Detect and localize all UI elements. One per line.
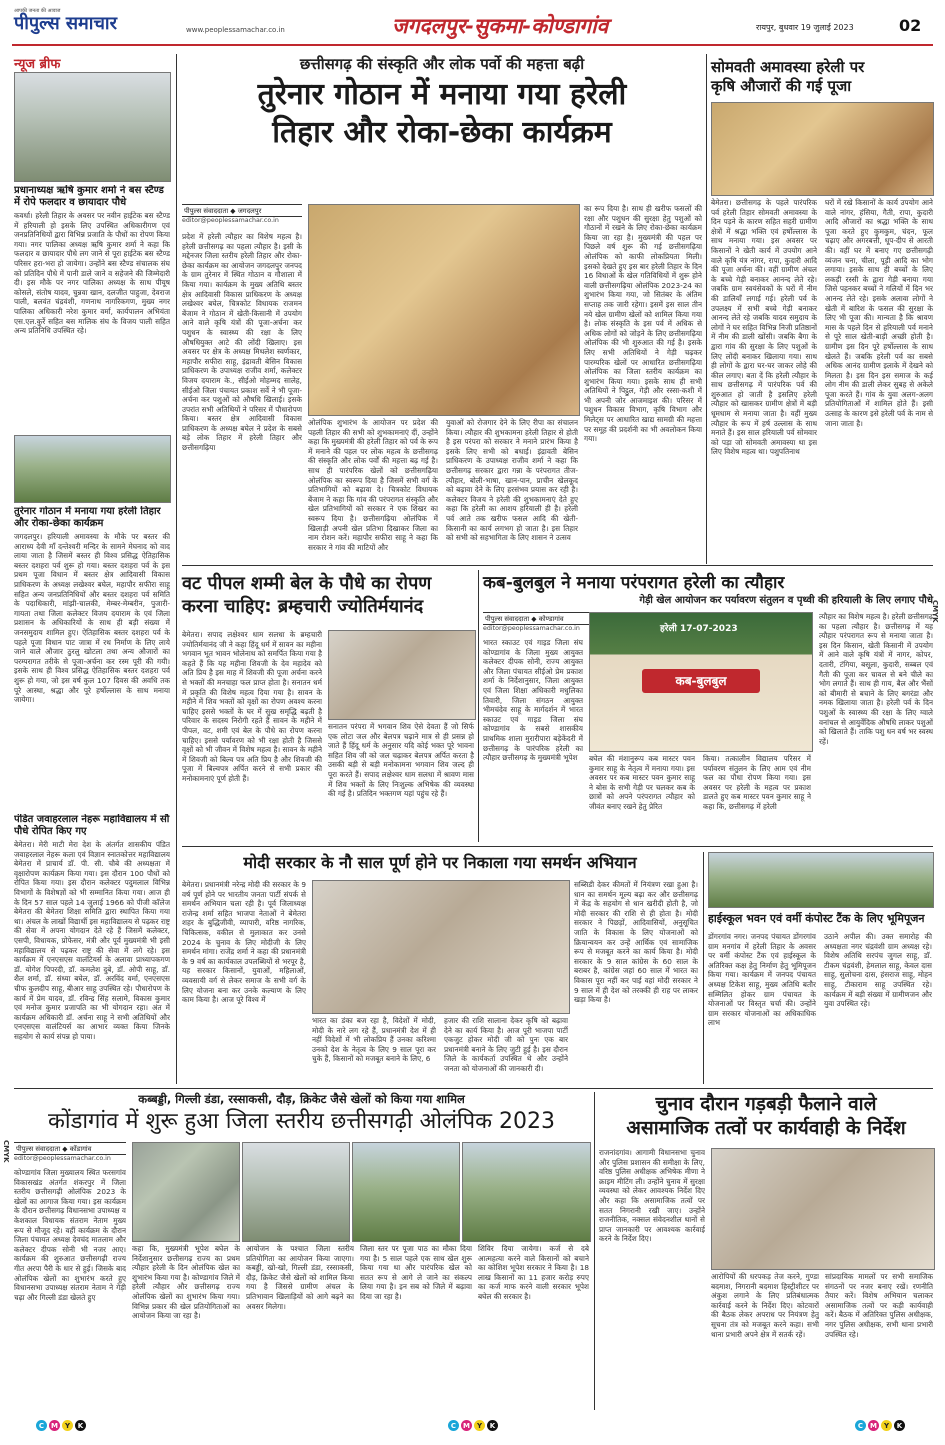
modi-col1: बेमेतरा। प्रधानमंत्री नरेन्द्र मोदी की सरकार के 9 वर्ष पूर्ण होने पर भारतीय जनता पार्टी संपर्क से समर्थन अभियान चला रही है। पूर्व जिलाध्यक्ष राजेन्द्र शर्मा सहित भाजपा नेताओं ने बेमेतरा शहर के बुद्धिजीवी, व्यापारी, वरिष्ठ नागरिक, चिकित्सक, वकील से मुलाकात कर उनसे 2024 के चुनाव के लिए मोदीजी के लिए समर्थन मांगा। राजेंद्र शर्मा ने कहा की प्रधानमंत्री के 9 वर्ष का कार्यकाल उपलब्धियों से भरपूर है, यह सरकार किसानों, युवाओं, महिलाओं, व्यवसायी वर्ग से लेकर समाज के सभी वर्ग के लिए योजना बना कर उनके कल्याण के लिए काम किया है। आज पूरे विश्व में [182,880,306,1005]
vat-peepal-photo [328,630,476,720]
brief-story3-headline: पंडित जवाहरलाल नेहरू महाविद्यालय में सौ पौधे रोपित किए गए [14,814,170,837]
main-story-col1: प्रदेश में हरेली त्यौहार का विशेष महत्व है। हरेली छत्तीसगढ़ का पहला त्यौहार है। इसी के मद्देनजर जिला स्तरीय हरेली तिहार और रोका-छेका कार्यक्रम का आयोजन जगदलपुर जनपद के ग्राम तुरेनार में स्थित गोठान व गौशाला में किया गया। कार्यक्रम के मुख्य अतिथि बस्तर क्षेत्र आदिवासी विकास प्राधिकरण के अध्यक्ष लखेश्वर बघेल, चित्रकोट विधायक राजमन बेंजाम ने गोठान में खेती-किसानी में उपयोग आने वाले कृषि यंत्रों की पूजा-अर्चना कर पशुधन के स्वास्थ्य की रक्षा के लिए औषधियुक्त आटे की लोंदी खिलाए। इस अवसर पर क्षेत्र के अध्यक्ष मिथलेश स्वर्णकार, महापौर सफीरा साहू, इंद्रावती बेसिन विकास प्राधिकरण के उपाध्यक्ष राजीव शर्मा, कलेक्टर विजय दयाराम के., सीईओ मोहम्मद सालेह, सीईओ जिला पंचायत प्रकाश सर्वे ने भी पूजा-अर्चना कर पशुओं को औषधि खिलाई। इसके उपरांत सभी अतिथियों ने परिसर में पौधारोपण किया। बस्तर क्षेत्र आदिवासी विकास प्राधिकरण के अध्यक्ष बघेल ने प्रदेश के सबसे बड़े लोक तिहार में हरेली तिहार और छत्तीसगढ़िया [182,232,302,453]
modi-story [182,852,698,1084]
kab-bulbul-byline: पीपुल्स संवाददाता ◆ कोण्डागांव editor@peoplessamachar.co.in [483,612,623,632]
byline-place: जगदलपुर [237,207,262,215]
side-cmyk-label-left: CMYK [2,1140,10,1163]
byline-reporter: पीपुल्स संवाददाता [184,207,229,215]
olympic-photo-4 [462,1142,591,1242]
kab-bulbul-story [483,572,933,844]
hostel-photo [708,852,934,908]
kab-bulbul-photo [589,612,813,752]
olympic-col2: कहा कि, मुख्यमंत्री भूपेश बघेल के निर्देशानुसार छत्तीसगढ़ राज्य का प्रथम त्यौहार हरेली के दिन ओलंपिक खेल का शुभारंभ किया गया है। कोण्डागांव जिले में हरेली त्यौहार और छत्तीसगढ़ राज्य ओलंपिक खेलों का शुभारंभ किया गया। विभिन्न प्रकार की खेल प्रतियोगिताओं का आयोजन किया जा रहा है। [132,1244,240,1321]
vat-peepal-col2: सनातन परंपरा में भगवान शिव ऐसे देवता हैं जो सिर्फ एक लोटा जल और बेलपत्र चढ़ाने मात्र से ही प्रसन्न हो जाते हैं हिंदू धर्म के अनुसार यदि कोई भक्त पूरे भावना सहित शिव जी को जल चढ़ाकर बेलपत्र अर्पित करता है उसकी बड़ी से बड़ी मनोकामना भगवान शिव जल्द ही पूरा करते हैं। सपाद लक्षेश्वर धाम सलधा में श्रावण मास में शिव भक्तों के लिए निःशुल्क अभिषेक की व्यवस्था की गई है। प्रतिदिन भक्तगण यहां पहुंच रहे हैं। [328,722,474,799]
masthead-rule [12,44,933,46]
cmyk-dot-y: Y [474,1420,485,1431]
main-story [182,54,702,554]
olympic-photo-2 [242,1142,350,1242]
brief-story3-body: बेमेतरा। मेरी माटी मेरा देश के अंतर्गत शासकीय पंडित जवाहरलाल नेहरू कला एवं विज्ञान स्नातकोत्तर महाविद्यालय बेमेतरा में प्राचार्य डॉ. पी. सी. चौबे की अध्यक्षता में वृक्षारोपण कार्यक्रम किया गया। इस दौरान 100 पौधों को रोपित किया गया। इस दौरान कलेक्टर पदुमलाल विभिन्न विभागों के विशेषज्ञों को भी सम्मानित किया गया। आज ही के दिन 57 साल पहले 14 जुलाई 1966 को पीजी कॉलेज बेमेतरा की बेमेतरा शिक्षा समिति द्वारा स्थापित किया गया था। अंचल के लाखों विद्यार्थी इस महाविद्यालय से पढ़कर राष्ट्र की सेवा में अपना योगदान देते रहे हैं जिसमें कलेक्टर, एसपी, विधायक, प्रोफेसर, मंत्री और पूर्व मुख्यमंत्री भी इसी महाविद्यालय से पढ़कर राष्ट्र की सेवा में लगे रहे। इस कार्यक्रम में एनएसएस वालंटियर्स के अलावा प्राध्यापकगण डॉ. योगेश पिपरदी, डॉ. कमलेश दुबे, डॉ. ओपी साहू, डॉ. शैल शर्मा, डॉ. संध्या बघेल, डॉ. अरविंद वर्मा, एनएसएस चीफ कुलदीप साहू, बीआर साहू उपस्थित रहे। पौधारोपण के कार्य में प्रेम यादव, डॉ. रविन्द्र सिंह सलामे, विकास कुमार एवं मनोज कुमार प्रजापति का भी योगदान रहा। अंत में कार्यक्रम अधिकारी डॉ. अर्चना साहू ने सभी अतिथियों और एनएसएस वालंटियर्स का आभार व्यक्त किया जिनके सहयोग से कार्य संपन्न हो पाया। [14,840,170,1041]
modi-headline: मोदी सरकार के नौ साल पूर्ण होने पर निकाला गया समर्थन अभियान [243,853,637,872]
cmyk-dot-c: C [855,1420,866,1431]
cmyk-dot-y: Y [62,1420,73,1431]
olympic-col5: शिविर दिया जायेगा। कर्ज से दबे आत्महत्या करने वाले किसानों को बचाने का कोशिश भूपेश सरकार ने किया है। 18 लाख किसानों का 11 हजार करोड़ रुपए का कर्ज माफ करने वाली सरकार भूपेश बघेल की सरकार है। [478,1244,589,1301]
kab-bulbul-col1: भारत स्काउट एवं गाइड जिला संघ कोण्डागांव के जिला मुख्य आयुक्त कलेक्टर दीपक सोनी, राज्य आयुक्त और जिला पंचायत सीईओ प्रेम प्रकाश शर्मा के निर्देशानुसार, जिला आयुक्त एवं जिला शिक्षा अधिकारी मधुलिका तिवारी, जिला संगठन आयुक्त भीमचंदेव साहू के मार्गदर्शन में भारत स्काउट एवं गाइड जिला संघ कोण्डागांव के सबसे शासकीय प्राथमिक शाला मुरारीपारा बड़ेकेंदरी में छत्तीसगढ़ के पारंपरिक हरेली का त्यौहार छत्तीसगढ़ के मुख्यमंत्री भूपेश [483,638,583,763]
kab-byline-reporter: पीपुल्स संवाददाता [485,615,530,623]
modi-col4: सब्सिडी देकर कीमतों में नियंत्रण रखा हुआ है। धान का समर्थन मूल्य बढ़ा कर और छत्तीसगढ़ में केंद्र के सहयोग से धान खरीदी होती है, जो मोदी सरकार की राशि से ही होता है। मोदी सरकार ने पिछड़ों, आदिवासियों, अनुसूचित जाति के विकास के लिए योजनाओं को क्रियान्वयन कर उन्हें आर्थिक एवं सामाजिक रूप से मजबूत करने का कार्य किया है। मोदी सरकार के 9 साल कांग्रेस के 60 साल के बराबर है, कांग्रेस जहां 60 साल में भारत का विकास पूरा नहीं कर पाई वहां मोदी सरकार ने 9 साल में ही देश को तरक्की ही राह पर लाकर खड़ा किया है। [574,880,698,1005]
section-divider-2 [182,846,933,847]
cmyk-dot-y: Y [881,1420,892,1431]
column-divider-election [594,1092,595,1410]
somvati-headline-line2: कृषि औजारों की गई पूजा [711,77,852,95]
paper-logo[interactable] [14,8,179,36]
election-col1: राजनांदगांव। आगामी विधानसभा चुनाव और पुलिस प्रशासन की समीक्षा के लिए, वरिष्ठ पुलिस अधीक्षक अभिषेक मीणा ने क्राइम मीटिंग ली। उन्होंने चुनाव में सुरक्षा व्यवस्था को लेकर आवश्यक निर्देश दिए और कहा कि असामाजिक तत्वों पर सतत निगरानी रखी जाए। उन्होंने राजनीतिक, नक्सल संवेदनशील थानों से प्राप्त जानकारी पर आवश्यक कार्रवाई करने के निर्देश दिए। [599,1148,705,1244]
cmyk-dot-m: M [49,1420,60,1431]
modi-col2: भारत का डंका बज रहा है, विदेशों में मोदी, मोदी के नारे लग रहे हैं, प्रधानमंत्री देश में ही नहीं विदेशों में भी लोकप्रिय हैं उनका करिश्मा उनको देश के नेतृत्व के लिए 9 साल पूरा कर चुके हैं, किसानों को मजबूत बनाने के लिए, 6 [312,1016,436,1064]
photo-board: हरेली 17-07-2023 [660,624,738,634]
olympic-byline-place: कोंडागांव [69,1145,92,1153]
olympic-kicker: कब्बड्डी, गिल्ली डंडा, रस्साकसी, दौड़, क्रिकेट जैसे खेलों को किया गया शामिल [138,1092,465,1106]
kab-byline-place: कोण्डागांव [538,615,564,623]
olympic-byline: पीपुल्स संवाददाता ◆ कोंडागांव editor@peoplessamachar.co.in [14,1142,126,1162]
kab-bulbul-subhead: गेड़ी खेल आयोजन कर पर्यावरण संतुलन व पृथ्वी की हरियाली के लिए लगाए पौधे [639,595,933,606]
olympic-story [14,1092,589,1410]
hostel-col1: डोंगरगांव नगर। जनपद पंचायत डोंगरगांव ग्राम मनगांव में हरेली तिहार के अवसर पर वर्मी कंपोस्ट टैंक एवं हाईस्कूल के अतिरिक्त कक्ष हेतु निर्माण हेतु भूमिपूजन किया गया। कार्यक्रम में जनपद पंचायत अध्यक्ष टिकेश साहू, मुख्य अतिथि बतौर सम्मिलित होकर ग्राम पंचायत के योजनाओं पर विस्तृत चर्चा की। उन्होंने ग्राम सरकार योजनाओं का अधिकाधिक लाभ [708,932,816,1028]
main-story-headline-line2: तिहार और रोका-छेका कार्यक्रम [272,115,612,150]
hostel-headline: हाईस्कूल भवन एवं वर्मी कंपोस्ट टैंक के लिए भूमिपूजन [708,912,925,925]
footer-cmyk-right [855,1420,905,1431]
somvati-photo [711,102,934,196]
kab-bulbul-col4: त्यौहार का विशेष महत्व है। हरेली छत्तीसगढ़ का पहला त्यौहार है। छत्तीसगढ़ में यह त्यौहार परंपरागत रूप से मनाया जाता है। इस दिन किसान, खेती किसानी में उपयोग में आने वाले कृषि यंत्रों में नागर, कोपर, दतारी, टंगिया, बसूला, कुदारी, सब्बल एवं गैती की पूजा कर चावल से बने चीले का भोग लगाते हैं। साथ ही गाय, बैल और भैंसों को बीमारी से बचाने के लिए बगरंडा और नमक खिलाया जाता है। हरेली पर्व के दिन पशुओं के स्वास्थ्य की रक्षा के लिए ग्वाले वनांचल से आयुर्वेदिक औषधि लाकर पशुओं को खिलाते हैं। ताकि पशु धन वर्ष भर स्वस्थ रहें। [819,612,933,746]
column-divider-right [706,54,707,564]
main-story-byline: पीपुल्स संवाददाता ◆ जगदलपुर editor@peoplessamachar.co.in [182,204,302,224]
masthead [0,0,945,46]
somvati-story [711,58,933,558]
column-divider-left [176,54,177,1084]
election-story [599,1092,933,1410]
dateline: रायपुर, बुधवार 19 जुलाई 2023 [756,23,854,32]
hostel-col2: उठाने अपील की। उक्त समारोह की अध्यक्षता नगर चंद्रवंशी ग्राम अध्यक्ष रहे। विशेष अतिथि सरपंच जुगल साहू, डॉ. टीकम चंद्रवंशी, हेमलाल साहू, केवल दास साहू, सुलोचना दास, हंसराज साहू, मोहन साहू, टीकाराम साहू उपस्थित रहे। कार्यक्रम में बड़ी संख्या में ग्रामीणजन और युवा उपस्थित रहे। [824,932,932,1009]
olympic-photo-3 [352,1142,460,1242]
olympic-photo-1 [132,1142,240,1242]
section-divider-3 [14,1088,933,1089]
edition-title: जगदलपुर-सुकमा-कोण्डागांव [392,14,609,38]
kab-bulbul-col3: किया। तत्कालीन विद्यालय परिसर में पर्यावरण संतुलन के लिए आम एवं नीम फल का पौधा रोपण किया गया। इस अवसर पर हरेली के महत्व पर प्रकाश डालते हुए कब मास्टर पवन कुमार साहू ने कहा कि, छत्तीसगढ़ में हरेली [703,754,811,811]
main-story-photo [308,204,580,416]
bus-stand-photo [14,72,171,182]
main-story-col3: युवाओं को रोजगार देने के लिए रीपा का संचालन किया। त्यौहार की शुभकामना हरेली तिहार से होती है इस परंपरा को सरकार ने मनाने प्रारंभ किया है इसके लिए सभी को बधाई। इंद्रावती बेसिन प्राधिकरण के उपाध्यक्ष राजीव शर्मा ने कहा कि छत्तीसगढ़ सरकार द्वारा गन्ना के परंपरागत तीज-त्यौहार, बोली-भाषा, खान-पान, प्राचीन खेलकूद को बढ़ावा देने के लिए हरसंभव प्रयास कर रही है। कलेक्टर विजय ने हरेली की शुभकामनाएं देते हुए कहा कि हरेली का आशय हरियाली ही है। हरेली पर्व आते तक खरीफ फसल आदि की खेती-किसानी का कार्य लगभग हो जाता है। इस तिहार को सभी को सहभागिता के लिए शासन ने उत्सव [446,418,578,543]
election-headline-line1: चुनाव दौरान गड़बड़ी फैलाने वाले [655,1093,877,1115]
vat-peepal-story [182,572,474,842]
election-col3: सांप्रदायिक मामलों पर सभी समाजिक संगठनों पर नजर बनाए रखें। रणनीति तैयार करें। विशेष अभियान चलाकर असामाजिक तत्वों पर कड़ी कार्यवाही करें। बैठक में अतिरिक्त पुलिस अधीक्षक, नगर पुलिस अधीक्षक, सभी थाना प्रभारी उपस्थित रहे। [825,1272,933,1339]
footer-cmyk-center [448,1420,498,1431]
somvati-col2: घरों में रखे किसानों के कार्य उपयोग आने वाले नांगर, हंसिया, गैती, रापा, कुदारी आदि औजारों का श्रद्धा भक्ति के साथ पूजा करते हुए कुमकुम, चंदन, फूल चढ़ाए और अगरबत्ती, धूप-दीप से आरती की। वहीं घर में बनाए गए छत्तीसगढ़ी व्यंजन चना, चीला, पूड़ी आदि का भोग लगाया। इसके साथ ही बच्चों के लिए लकड़ी रस्सी के द्वारा गेड़ी बनाया गया जिसे पहनकर बच्चों ने गलियों में दिन भर आनन्द लेते रहे। इसके अलावा लोगों ने खेती में बारिश के फसल की सुरक्षा के लिए भी पूजा की। मान्यता है कि श्रावण मास के पहले दिन से हरियाली पर्व मनाने से पूरे साल खेती-बाड़ी अच्छी होती है। ग्रामीण इस दिन पूरे हर्षोल्लास के साथ खेलते हैं। जबकि हरेली पर्व का सबसे अधिक आनंद ग्रामीण इलाके में देखने को मिलता है। इस दिन इस समाज के कई लोग नीम की डाली लेकर सुबह से अकेले पूजा करते हैं। गांव के युवा अलग-अलग प्रतियोगिताओं में शामिल होते हैं। इसी उत्साह के कारण इसे हरेली पर्व के नाम से जाना जाता है। [825,198,933,428]
modi-col3: हजार की राशि सालाना देकर कृषि को बढ़ावा देने का कार्य किया है। आज पूरी भाजपा पार्टी एकजुट होकर मोदी जी को पुनः एक बार प्रधानमंत्री बनाने के लिए जुटी हुई है। इस दौरान जिले के कार्यकर्ता उपस्थित थे और उन्होंने जनता को योजनाओं की जानकारी दी। [444,1016,568,1073]
somvati-headline-line1: सोमवती अमावस्या हरेली पर [711,58,865,76]
footer-cmyk-left [36,1420,86,1431]
olympic-col3: आयोजन के पश्चात जिला स्तरीय प्रतियोगिता का आयोजन किया जाएगा। कबड्डी, खो-खो, गिल्ली डंडा, रस्साकसी, दौड़, क्रिकेट जैसे खेलों को शामिल किया गया है जिससे ग्रामीण अंचल के प्रतिभावान खिलाड़ियों को आगे बढ़ने का अवसर मिलेगा। [246,1244,354,1311]
main-story-col2: ओलंपिक शुभारंभ के आयोजन पर प्रदेश की पहली तिहार की सभी को शुभकामनाएं दीं, उन्होंने कहा कि मुख्यमंत्री की हरेली तिहार को पर्व के रूप में मनाने की पहल पर लोक महत्व के छत्तीसगढ़ की संस्कृति और लोक पर्वों की महत्ता बढ़ गई है। साथ ही पारंपरिक खेलों को छत्तीसगढ़िया ओलंपिक का स्वरूप दिया है जिसमें सभी वर्ग के प्रतिभागियों को बढ़ावा दे। चित्रकोट विधायक बेंजाम ने कहा कि गांव की परंपरागत संस्कृति और खेल प्रतिभागियों को सरकार ने एक शिखर का स्वरूप दिया है। छत्तीसगढ़िया ओलंपिक में खिलाड़ी अपनी खेल प्रतिभा दिखाकर जिला का नाम रोशन करें। महापौर सफीरा साहू ने कहा कि सरकार ने गांव की माटियों और [308,418,438,552]
page-number: 02 [899,16,922,35]
main-story-kicker: छत्तीसगढ़ की संस्कृति और लोक पर्वो की महत्ता बढ़ी [299,55,585,73]
kab-bulbul-col2: बघेल की मंशानुरूप कब मास्टर पवन कुमार साहू के नेतृत्व में मनाया गया। इस अवसर पर कब मास्टर पवन कुमार साहू ने बोस के सभी गेड़ी पर चलकर कब के छात्रों को अपने परंपरागत त्यौहार को जीवंत बनाए रखने हेतु प्रेरित [589,754,695,811]
vat-peepal-headline-line1: वट पीपल शम्मी बेल के पौधे का रोपण [182,573,432,594]
vat-peepal-headline-line2: करना चाहिए: ब्रम्हचारी ज्योतिर्मयानंद [182,596,424,617]
election-col2: आरोपियों की धरपकड़ तेज करने, गुण्डा बदमाश, निगरानी बदमाश हिस्ट्रीशीटर पर अंकुश लगाने के लिए प्रतिबंधात्मक कार्रवाई करने के निर्देश दिए। कोटवारों की बैठक लेकर अपराध पर नियंत्रण हेतु सूचना तंत्र को मजबूत करने कहा। सभी थाना प्रभारी अपने क्षेत्र में सतर्क रहें। [711,1272,819,1339]
olympic-byline-reporter: पीपुल्स संवाददाता [16,1145,61,1153]
election-headline-line2: असामाजिक तत्वों पर कार्यवाही के निर्देश [626,1117,906,1139]
paper-tagline: आपकी जनता की आवाज [14,8,61,14]
news-brief-label: न्यूज ब्रीफ [14,57,61,72]
cmyk-dot-m: M [461,1420,472,1431]
election-photo [711,1148,935,1270]
main-story-headline-line1: तुरेनार गोठान में मनाया गया हरेली [257,77,627,112]
cmyk-dot-c: C [36,1420,47,1431]
website-url[interactable]: www.peoplessamachar.co.in [186,26,285,34]
side-cmyk-label-right: CMYK [931,600,939,623]
column-divider-hostel [703,852,704,1084]
main-story-col4: का रूप दिया है। साथ ही खरीफ फसलों की रक्षा और पशुधन की सुरक्षा हेतु पशुओं को गौठानों में रखने के लिए रोका-छेका कार्यक्रम किया जा रहा है। मुख्यमंत्री की पहल पर पिछले वर्ष शुरू की गई छत्तीसगढ़िया ओलंपिक को काफी लोकप्रियता मिली। इसको देखते हुए इस बार हरेली तिहार के दिन 16 विधाओं के खेल गतिविधियों में शुरू होने वाली छत्तीसगढ़िया ओलंपिक 2023-24 का शुभारंभ किया गया, जो सितंबर के अंतिम सप्ताह तक जारी रहेगा। इसमें इस साल तीन नये खेल ग्रामीण खेलों को शामिल किया गया है। लोक संस्कृति के इस पर्व में अधिक से अधिक लोगों को जोड़ने के लिए छत्तीसगढ़िया ओलंपिक की भी शुरुआत की गई है। इसके लिए सभी अतिथियों ने गेड़ी चढ़कर पारम्परिक खेलों पर आधारित छत्तीसगढ़िया ओलंपिक का जिला स्तरीय कार्यक्रम का शुभारंभ किया गया। इसके साथ ही सभी अतिथियों ने पिट्ठुल, गेड़ी और रस्सा-कशी में भी अपनी जोर आजमाइश की। परिसर में पशुधन विकास विभाग, कृषि विभाग और मिलेट्स पर आधारित खाद्य सामग्री की महत्ता पर समूह की प्रदर्शनी का भी अवलोकन किया गया। [584,204,702,444]
olympic-byline-email[interactable]: editor@peoplessamachar.co.in [14,1155,111,1162]
olympic-headline: कोंडागांव में शुरू हुआ जिला स्तरीय छत्तीसगढ़ी ओलंपिक 2023 [47,1109,556,1134]
cmyk-dot-k: K [487,1420,498,1431]
cmyk-dot-k: K [894,1420,905,1431]
cmyk-dot-c: C [448,1420,459,1431]
brief-story1-body: कवर्धा। हरेली तिहार के अवसर पर नवीन हाईटेक बस स्टैण्ड में हरियाली हो इसके लिए उपस्थित अधिकारीगण एवं जनप्रतिनिधियों द्वारा विभिन्न प्रजाति के पौधों का रोपण किया गया। नगर पालिका अध्यक्ष ऋषि कुमार शर्मा ने कहा कि फलदार व छायादार पौधे लग जाने से पूरा हाईटेक बस स्टैण्ड परिसर हरा-भरा हो जायेगा। उन्होंने बस स्टैण्ड संचालक संघ को प्रतिदिन पौधे में पानी डाले जाने व सहेजने की जिम्मेदारी दी। इस मौके पर नगर पालिका अध्यक्ष के साथ पीयूष कोसले, संतोष यादव, चुन्नवा खान, दलजीत पाहुजा, देवराज पाली, बलवंत चंद्रवंशी, गणनाथ नागरिकगण, मुख्य नगर पालिका अधिकारी नरेश कुमार वर्मा, कार्यपालन अभियंता एस.एल.कुर्रे सहित बस मालिक संघ के विजय पाली सहित अन्य प्रतिनिधि उपस्थित रहे। [14,211,170,336]
vat-peepal-col1: बेमेतरा। सपाद लक्षेश्वर धाम सलधा के ब्रम्हचारी ज्योतिर्मयानंद जी ने कहा हिंदू धर्म में सावन का महीना भगवान भूत भावन भोलेनाथ को समर्पित किया गया है कहते हैं कि यह महीना शिवजी के देव महादेव को अति प्रिय है इस माह में शिवजी की पूजा अर्चना करने से भक्तों की मनचाहा फल प्राप्त होता है। सनातन धर्म में प्रकृति की विशेष महत्व दिया गया है। सावन के महीने में शिव भक्तों को वृक्षों का रोपण अवश्य करना चाहिए इससे भक्तों के घर में सुख समृद्धि बढ़ती है परिवार के सदस्य निरोगी रहते हैं सावन के महीने में पीपल, वट, शमी एवं बेल के पौधे का रोपण करना चाहिए। इससे पर्यावरण को भी रक्षा होती है जिससे वृक्षों को भी जीवन में विशेष महत्व है। सावन के महीने में शिवजी को बिल्व पत्र अति प्रिय है और शिवजी की पूजा में बिल्वपत्र अर्पित करने से सभी प्रकार की मनोकामनाएं पूर्ण होती हैं। [182,630,322,783]
modi-photo [312,880,570,1014]
brief-story1-headline: प्रधानाध्यक्ष ऋषि कुमार शर्मा ने बस स्टैण्ड में रोपे फलदार व छायादार पौधे [14,185,164,208]
cmyk-dot-m: M [868,1420,879,1431]
column-divider-mid [478,570,479,842]
photo-banner: कब-बुलबुल [642,669,760,693]
gothan-photo [14,435,171,503]
brief-story2-body: जगदलपुर। हरियाली अमावस्या के मौके पर बस्तर की आराध्य देवी माँ दन्तेश्वरी मन्दिर के सामने मेघनाद को वाद लाया जाता है जिसमें बस्तर ही विश्व प्रसिद्ध ऐतिहासिक बस्तर दशहरा पर्व शुरू हो गया। बस्तर दशहरा पर्व के इस प्रथम पूजा विधान में बस्तर क्षेत्र आदिवासी विकास प्राधिकरण के अध्यक्ष लखेश्वर बघेल, महापौर सफीरा साहू सहित अन्य जनप्रतिनिधियों और बस्तर दशहरा पर्व समिति के पदाधिकारी, मांझी-चालकी, मेम्बर-मेम्बरीन, पुजारी-गायता तथा जिला कलेक्टर विजय दयाराम के एवं जिला प्रशासन के अधिकारियों के साथ ही बड़ी संख्या में जनसमुदाय शामिल हुए। ऐतिहासिक बस्तर दशहरा पर्व के पहले पूजा विधान पाट जात्रा में रथ निर्माण के लिए लाये जाने वाले औजार ठुरलु खोटला तथा अन्य औजारों का परम्परागत तरीके से पूजा-अर्चना कर रस्म पूरी की गयी। इसके साथ ही विश्व प्रसिद्ध ऐतिहासिक बस्तर दशहरा पर्व शुरू हो गया, जो इस वर्ष कुल 107 दिवस की अवधि तक पूरे आस्था, श्रद्धा और पूरे हर्षोल्लास के साथ मनाया जायेगा। [14,532,170,705]
kab-byline-email[interactable]: editor@peoplessamachar.co.in [483,625,580,632]
somvati-col1: बेमेतरा। छत्तीसगढ़ के पहले पारंपरिक पर्व हरेली तिहार सोमवती अमावस्या के दिन पड़ने के कारण सहित सहरी ग्रामीण क्षेत्रों में श्रद्धा भक्ति एवं हर्षोल्लास के साथ मनाया गया। इस अवसर पर किसानों ने खेती कार्य में उपयोग आने वाले कृषि यंत्र नांगर, रापा, कुदारी आदि की पूजा अर्चना की। वहीं ग्रामीण अंचल के बच्चे गेड़ी बनाकर आनन्द लेते रहे। जबकि ग्राम स्वयंसेवकों के घरों में नीम की डालियाँ लगाई गई। हरेली पर्व के उपलक्ष्य में सभी बच्चे गेड़ी बनाकर आनन्द लेते रहे जबकि यादव समुदाय के लोगों ने घर सहित विभिन्न निजी प्रतिष्ठानों में नीम की डाली खोंसी। जबकि बैगा के द्वारा गांव की सुरक्षा के लिए पशुओं के लिए लोंदी बनाकर खिलाया गया। साथ ही लोगों के द्वारा घर-घर जाकर लोहे की कील लगाए। बता दें कि हरेली त्यौहार के साथ छत्तीसगढ़ में पारंपरिक पर्व की शुरुआत हो जाती है इसलिए हरेली त्यौहार को खासकर ग्रामीण क्षेत्रों में बड़ी धूमधाम से मनाया जाता है। वहीं मुख्य त्यौहार के रूप में हर्ष उल्लास के साथ मनाते हैं। इस साल हरियाली पर्व सोमवार को पड़ा जो सोमवती अमावस्या था इस लिए विशेष महत्व था। पशुपतिनाथ [711,198,817,457]
hostel-story [708,852,933,1084]
paper-name: पीपुल्स समाचार [14,13,117,34]
section-divider-1 [182,565,933,566]
olympic-col1: कोण्डागांव जिला मुख्यालय स्थित फरसगांव विकासखंड अंतर्गत शंकरपुर में जिला स्तरीय छत्तीसगढ़ी ओलंपिक 2023 के खेलों का आगाज किया गया। इस कार्यक्रम के दौरान छत्तीसगढ़ विधानसभा उपाध्यक्ष व केशकाल विधायक संतराम नेताम मुख्य रूप से मौजूद रहे। वहीं कार्यक्रम के दौरान जिला पंचायत अध्यक्ष देवचंद मातलाम और कलेक्टर दीपक सोनी भी नजर आए। कार्यक्रम की शुरुआत छत्तीसगढ़ी राज्य गीत अरपा पैरी के धार से हुई। जिसके बाद ओलंपिक खेलों का शुभारंभ करते हुए विधानसभा उपाध्यक्ष संतराम नेताम ने गेड़ी चढ़ा और गिल्ली डंडा खेलते हुए [14,1168,126,1302]
brief-story2-headline: तुरेनार गोठान में मनाया गया हरेली तिहार और रोका-छेका कार्यक्रम [14,506,161,529]
news-brief-column [14,54,170,1084]
cmyk-dot-k: K [75,1420,86,1431]
olympic-col4: जिला स्तर पर पूजा पाठ का मौका दिया गया है। 5 साल पहले एक साथ खेल शुरू किया गया था और पारंपरिक खेल को सतत रूप से आगे ले जाने का संकल्प लिया गया है। इन सब को जिले में बढ़ावा दिया जा रहा है। [360,1244,472,1301]
byline-email[interactable]: editor@peoplessamachar.co.in [182,217,279,224]
kab-bulbul-headline: कब-बुलबुल ने मनाया परंपरागत हरेली का त्यौहार [483,573,785,593]
